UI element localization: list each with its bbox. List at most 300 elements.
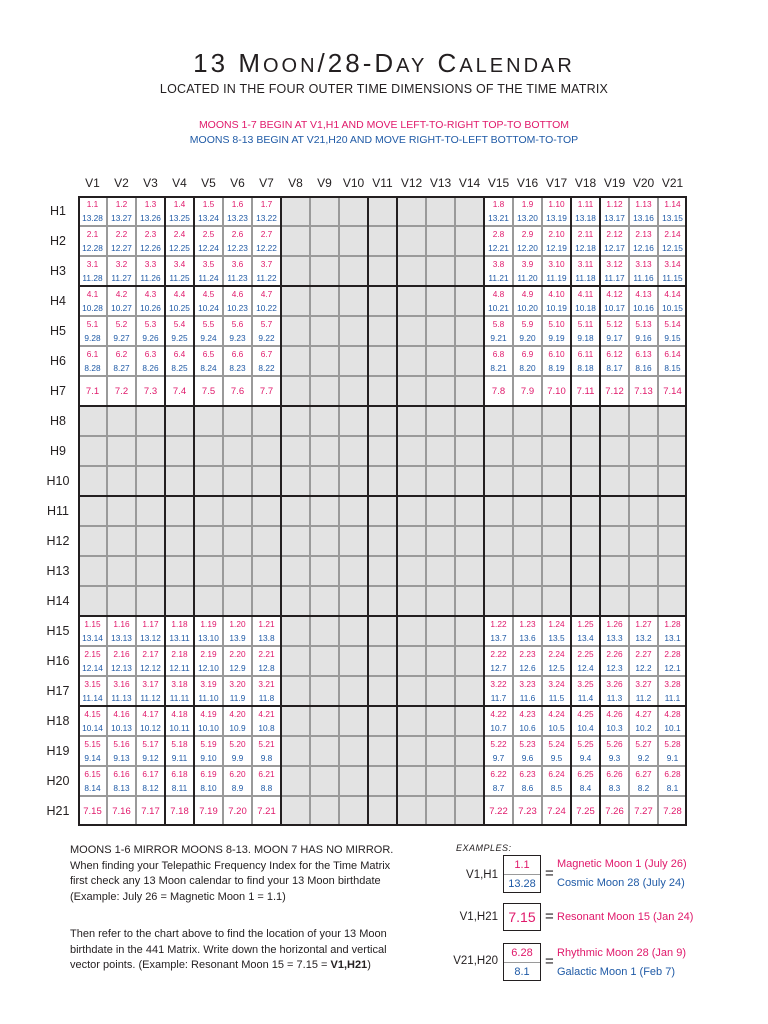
matrix-cell xyxy=(310,646,339,676)
cell-mirror-value: 8.16 xyxy=(635,363,652,373)
matrix-cell xyxy=(252,436,281,466)
cell-moon-value: 5.12 xyxy=(606,319,623,329)
matrix-cell xyxy=(484,376,513,406)
cell-moon-value: 1.13 xyxy=(635,199,652,209)
matrix-cell xyxy=(252,496,281,526)
matrix-cell xyxy=(194,706,223,736)
matrix-cell xyxy=(368,586,397,616)
cell-moon-value: 2.9 xyxy=(521,229,534,239)
matrix-cell xyxy=(600,796,629,826)
cell-mirror-value: 8.2 xyxy=(637,783,650,793)
example-3-text-blue: Galactic Moon 1 (Feb 7) xyxy=(557,966,675,978)
row-header: H5 xyxy=(50,324,66,338)
matrix-cell xyxy=(513,226,542,256)
row-header: H15 xyxy=(46,624,70,638)
cell-mirror-value: 8.28 xyxy=(84,363,101,373)
matrix-cell xyxy=(252,646,281,676)
matrix-cell xyxy=(165,406,194,436)
cell-moon-value: 6.10 xyxy=(548,349,565,359)
cell-mirror-value: 10.2 xyxy=(635,723,652,733)
cell-moon-value: 1.25 xyxy=(577,619,594,629)
matrix-cell xyxy=(368,766,397,796)
column-group-divider xyxy=(193,196,195,826)
matrix-cell xyxy=(165,616,194,646)
matrix-cell xyxy=(78,646,107,676)
cell-moon-value: 2.23 xyxy=(519,649,536,659)
matrix-cell xyxy=(339,766,368,796)
matrix-cell xyxy=(78,676,107,706)
cell-mirror-value: 9.3 xyxy=(608,753,621,763)
matrix-cell xyxy=(165,526,194,556)
matrix-cell xyxy=(658,796,687,826)
matrix-cell xyxy=(310,226,339,256)
cell-mirror-value: 9.13 xyxy=(113,753,130,763)
cell-mirror-value: 9.14 xyxy=(84,753,101,763)
cell-moon-value: 1.20 xyxy=(229,619,246,629)
matrix-cell xyxy=(281,256,310,286)
cell-moon-value: 7.8 xyxy=(491,386,506,397)
matrix-cell xyxy=(107,646,136,676)
matrix-cell xyxy=(397,196,426,226)
cell-moon-value: 5.9 xyxy=(521,319,534,329)
matrix-cell xyxy=(513,616,542,646)
matrix-cell xyxy=(223,226,252,256)
column-header: V19 xyxy=(603,176,626,190)
cell-mirror-value: 8.1 xyxy=(666,783,679,793)
matrix-cell xyxy=(397,466,426,496)
matrix-cell xyxy=(397,316,426,346)
matrix-cell xyxy=(542,196,571,226)
matrix-cell xyxy=(223,706,252,736)
matrix-cell xyxy=(252,526,281,556)
column-header: V6 xyxy=(230,176,245,190)
cell-moon-value: 4.15 xyxy=(84,709,101,719)
matrix-cell xyxy=(165,346,194,376)
cell-moon-value: 7.16 xyxy=(112,806,131,817)
matrix-cell xyxy=(165,196,194,226)
matrix-cell xyxy=(78,406,107,436)
matrix-cell xyxy=(136,196,165,226)
column-header: V9 xyxy=(317,176,332,190)
cell-mirror-value: 10.18 xyxy=(575,303,596,313)
cell-mirror-value: 8.17 xyxy=(606,363,623,373)
cell-mirror-value: 8.26 xyxy=(142,363,159,373)
cell-moon-value: 6.15 xyxy=(84,769,101,779)
matrix-cell xyxy=(571,436,600,466)
matrix-cell xyxy=(78,286,107,316)
matrix-cell xyxy=(484,526,513,556)
cell-mirror-value: 10.20 xyxy=(517,303,538,313)
cell-mirror-value: 10.19 xyxy=(546,303,567,313)
matrix-cell xyxy=(107,556,136,586)
cell-mirror-value: 12.2 xyxy=(635,663,652,673)
cell-mirror-value: 12.10 xyxy=(198,663,219,673)
cell-mirror-value: 11.6 xyxy=(519,693,536,703)
matrix-cell xyxy=(194,676,223,706)
cell-mirror-value: 12.21 xyxy=(488,243,509,253)
matrix-cell xyxy=(513,286,542,316)
matrix-cell xyxy=(165,796,194,826)
cell-mirror-value: 9.1 xyxy=(666,753,679,763)
matrix-cell xyxy=(513,796,542,826)
matrix-cell xyxy=(542,646,571,676)
matrix-cell xyxy=(629,556,658,586)
matrix-cell xyxy=(252,286,281,316)
cell-moon-value: 5.20 xyxy=(229,739,246,749)
cell-moon-value: 4.13 xyxy=(635,289,652,299)
example-1-top: 1.1 xyxy=(514,859,530,871)
matrix-cell xyxy=(223,616,252,646)
matrix-cell xyxy=(252,196,281,226)
cell-moon-value: 7.10 xyxy=(547,386,566,397)
cell-moon-value: 7.22 xyxy=(489,806,508,817)
matrix-cell xyxy=(78,466,107,496)
cell-mirror-value: 10.27 xyxy=(111,303,132,313)
matrix-cell xyxy=(484,346,513,376)
matrix-cell xyxy=(223,196,252,226)
note-line: vector points. (Example: Resonant Moon 15 = 7.15 = V1,H21) xyxy=(70,959,371,971)
matrix-cell xyxy=(571,676,600,706)
row-header: H12 xyxy=(46,534,70,548)
cell-moon-value: 3.28 xyxy=(664,679,681,689)
example-2-equals: = xyxy=(545,908,554,925)
cell-mirror-value: 13.23 xyxy=(227,213,248,223)
cell-moon-value: 3.3 xyxy=(144,259,157,269)
matrix-cell xyxy=(397,766,426,796)
matrix-cell xyxy=(136,706,165,736)
cell-moon-value: 1.12 xyxy=(606,199,623,209)
cell-mirror-value: 12.11 xyxy=(169,663,190,673)
matrix-cell xyxy=(165,586,194,616)
cell-moon-value: 4.28 xyxy=(664,709,681,719)
matrix-cell xyxy=(426,406,455,436)
cell-mirror-value: 9.25 xyxy=(171,333,188,343)
cell-mirror-value: 13.1 xyxy=(664,633,681,643)
matrix-cell xyxy=(368,316,397,346)
matrix-cell xyxy=(658,196,687,226)
cell-moon-value: 6.24 xyxy=(548,769,565,779)
cell-mirror-value: 9.11 xyxy=(171,753,188,763)
matrix-cell xyxy=(136,466,165,496)
row-header: H17 xyxy=(46,684,70,698)
cell-mirror-value: 11.4 xyxy=(577,693,594,703)
row-header: H2 xyxy=(50,234,66,248)
cell-moon-value: 2.16 xyxy=(113,649,130,659)
cell-moon-value: 5.25 xyxy=(577,739,594,749)
example-2-box xyxy=(503,903,541,931)
matrix-cell xyxy=(426,796,455,826)
cell-mirror-value: 13.14 xyxy=(82,633,103,643)
matrix-cell xyxy=(484,466,513,496)
cell-moon-value: 6.21 xyxy=(258,769,275,779)
matrix-cell xyxy=(339,616,368,646)
cell-moon-value: 2.26 xyxy=(606,649,623,659)
cell-moon-value: 7.15 xyxy=(83,806,102,817)
cell-mirror-value: 11.23 xyxy=(227,273,248,283)
matrix-cell xyxy=(658,226,687,256)
matrix-cell xyxy=(194,646,223,676)
matrix-cell xyxy=(629,706,658,736)
cell-moon-value: 6.4 xyxy=(173,349,186,359)
cell-moon-value: 6.17 xyxy=(142,769,159,779)
matrix-cell xyxy=(368,256,397,286)
matrix-cell xyxy=(600,256,629,286)
cell-mirror-value: 9.8 xyxy=(260,753,273,763)
matrix-cell xyxy=(194,436,223,466)
matrix-cell xyxy=(571,646,600,676)
cell-moon-value: 4.22 xyxy=(490,709,507,719)
matrix-cell xyxy=(426,346,455,376)
cell-moon-value: 7.19 xyxy=(199,806,218,817)
cell-mirror-value: 12.14 xyxy=(82,663,103,673)
column-header: V8 xyxy=(288,176,303,190)
cell-mirror-value: 13.15 xyxy=(662,213,683,223)
cell-mirror-value: 13.18 xyxy=(575,213,596,223)
cell-moon-value: 3.7 xyxy=(260,259,273,269)
matrix-cell xyxy=(600,286,629,316)
matrix-cell xyxy=(310,436,339,466)
matrix-cell xyxy=(252,256,281,286)
matrix-cell xyxy=(658,286,687,316)
cell-moon-value: 6.22 xyxy=(490,769,507,779)
matrix-cell xyxy=(281,736,310,766)
location-note xyxy=(70,927,440,974)
matrix-cell xyxy=(107,436,136,466)
row-header: H21 xyxy=(46,804,70,818)
matrix-cell xyxy=(281,376,310,406)
cell-moon-value: 7.14 xyxy=(663,386,682,397)
example-2-label: V1,H21 xyxy=(459,911,498,923)
matrix-cell xyxy=(542,676,571,706)
cell-mirror-value: 12.17 xyxy=(604,243,625,253)
matrix-cell xyxy=(78,706,107,736)
matrix-cell xyxy=(484,616,513,646)
matrix-cell xyxy=(397,586,426,616)
cell-moon-value: 5.27 xyxy=(635,739,652,749)
cell-moon-value: 1.1 xyxy=(86,199,99,209)
matrix-cell xyxy=(658,346,687,376)
cell-mirror-value: 11.9 xyxy=(229,693,246,703)
cell-mirror-value: 12.26 xyxy=(140,243,161,253)
matrix-cell xyxy=(484,736,513,766)
matrix-cell xyxy=(252,616,281,646)
matrix-cell xyxy=(542,526,571,556)
cell-moon-value: 2.6 xyxy=(231,229,244,239)
cell-mirror-value: 12.13 xyxy=(111,663,132,673)
cell-mirror-value: 13.5 xyxy=(548,633,565,643)
row-header: H14 xyxy=(46,594,70,608)
matrix-cell xyxy=(397,496,426,526)
matrix-cell xyxy=(107,406,136,436)
matrix-cell xyxy=(78,616,107,646)
matrix-cell xyxy=(571,616,600,646)
cell-mirror-value: 8.9 xyxy=(231,783,244,793)
matrix-cell xyxy=(484,436,513,466)
cell-mirror-value: 10.21 xyxy=(488,303,509,313)
cell-moon-value: 6.20 xyxy=(229,769,246,779)
cell-moon-value: 6.2 xyxy=(115,349,128,359)
cell-mirror-value: 13.24 xyxy=(198,213,219,223)
matrix-cell xyxy=(281,796,310,826)
cell-moon-value: 4.1 xyxy=(86,289,99,299)
matrix-cell xyxy=(426,646,455,676)
matrix-cell xyxy=(658,256,687,286)
matrix-cell xyxy=(165,316,194,346)
cell-mirror-value: 8.24 xyxy=(200,363,217,373)
matrix-cell xyxy=(513,466,542,496)
cell-moon-value: 6.18 xyxy=(171,769,188,779)
cell-moon-value: 4.16 xyxy=(113,709,130,719)
matrix-cell xyxy=(310,556,339,586)
cell-moon-value: 1.16 xyxy=(113,619,130,629)
cell-mirror-value: 11.12 xyxy=(140,693,161,703)
cell-mirror-value: 9.21 xyxy=(490,333,507,343)
cell-mirror-value: 10.4 xyxy=(577,723,594,733)
matrix-cell xyxy=(339,256,368,286)
cell-moon-value: 1.21 xyxy=(258,619,275,629)
matrix-cell xyxy=(542,376,571,406)
matrix-cell xyxy=(571,256,600,286)
row-header: H9 xyxy=(50,444,66,458)
cell-mirror-value: 12.22 xyxy=(256,243,277,253)
matrix-cell xyxy=(571,466,600,496)
matrix-cell xyxy=(513,256,542,286)
matrix-cell xyxy=(223,406,252,436)
cell-moon-value: 3.21 xyxy=(258,679,275,689)
matrix-cell xyxy=(426,526,455,556)
row-header: H19 xyxy=(46,744,70,758)
matrix-cell xyxy=(513,706,542,736)
cell-mirror-value: 9.20 xyxy=(519,333,536,343)
block-divider-horizontal xyxy=(78,405,687,407)
cell-moon-value: 3.5 xyxy=(202,259,215,269)
cell-moon-value: 6.16 xyxy=(113,769,130,779)
matrix-cell xyxy=(252,676,281,706)
cell-mirror-value: 13.12 xyxy=(140,633,161,643)
matrix-cell xyxy=(281,616,310,646)
cell-mirror-value: 9.9 xyxy=(231,753,244,763)
matrix-cell xyxy=(542,466,571,496)
cell-moon-value: 4.12 xyxy=(606,289,623,299)
cell-moon-value: 2.14 xyxy=(664,229,681,239)
matrix-cell xyxy=(542,226,571,256)
cell-mirror-value: 12.4 xyxy=(577,663,594,673)
row-header: H13 xyxy=(46,564,70,578)
matrix-cell xyxy=(542,436,571,466)
matrix-cell xyxy=(165,676,194,706)
matrix-cell xyxy=(600,376,629,406)
matrix-cell xyxy=(629,526,658,556)
matrix-cell xyxy=(136,496,165,526)
cell-moon-value: 1.6 xyxy=(231,199,244,209)
matrix-cell xyxy=(281,466,310,496)
cell-moon-value: 2.10 xyxy=(548,229,565,239)
matrix-cell xyxy=(339,646,368,676)
matrix-cell xyxy=(629,616,658,646)
cell-moon-value: 2.12 xyxy=(606,229,623,239)
cell-mirror-value: 12.20 xyxy=(517,243,538,253)
matrix-cell xyxy=(252,796,281,826)
cell-moon-value: 7.25 xyxy=(576,806,595,817)
row-header: H4 xyxy=(50,294,66,308)
column-header: V16 xyxy=(516,176,539,190)
cell-moon-value: 4.18 xyxy=(171,709,188,719)
matrix-cell xyxy=(484,646,513,676)
matrix-cell xyxy=(136,586,165,616)
matrix-cell xyxy=(281,196,310,226)
cell-moon-value: 2.8 xyxy=(492,229,505,239)
cell-mirror-value: 13.25 xyxy=(169,213,190,223)
cell-moon-value: 6.26 xyxy=(606,769,623,779)
matrix-cell xyxy=(281,766,310,796)
matrix-cell xyxy=(513,736,542,766)
matrix-cell xyxy=(136,376,165,406)
cell-moon-value: 1.23 xyxy=(519,619,536,629)
cell-moon-value: 1.10 xyxy=(548,199,565,209)
cell-moon-value: 1.18 xyxy=(171,619,188,629)
cell-mirror-value: 11.22 xyxy=(256,273,277,283)
cell-mirror-value: 9.16 xyxy=(635,333,652,343)
matrix-cell xyxy=(339,406,368,436)
cell-moon-value: 7.17 xyxy=(141,806,160,817)
matrix-cell xyxy=(339,526,368,556)
cell-moon-value: 1.27 xyxy=(635,619,652,629)
matrix-cell xyxy=(397,406,426,436)
matrix-cell xyxy=(310,496,339,526)
matrix-cell xyxy=(107,526,136,556)
matrix-cell xyxy=(107,196,136,226)
cell-moon-value: 1.28 xyxy=(664,619,681,629)
matrix-cell xyxy=(455,736,484,766)
cell-moon-value: 3.23 xyxy=(519,679,536,689)
matrix-cell xyxy=(310,256,339,286)
matrix-cell xyxy=(600,466,629,496)
cell-moon-value: 2.1 xyxy=(86,229,99,239)
cell-moon-value: 5.11 xyxy=(577,319,594,329)
matrix-cell xyxy=(542,706,571,736)
matrix-cell xyxy=(484,556,513,586)
page-subtitle: LOCATED IN THE FOUR OUTER TIME DIMENSIONS OF THE TIME MATRIX xyxy=(159,82,609,96)
cell-moon-value: 2.5 xyxy=(202,229,215,239)
row-group-divider xyxy=(78,285,687,287)
cell-mirror-value: 12.9 xyxy=(229,663,246,673)
cell-moon-value: 1.17 xyxy=(142,619,159,629)
matrix-cell xyxy=(165,706,194,736)
matrix-cell xyxy=(252,316,281,346)
matrix-cell xyxy=(455,766,484,796)
matrix-cell xyxy=(571,406,600,436)
cell-mirror-value: 13.11 xyxy=(169,633,190,643)
matrix-cell xyxy=(397,436,426,466)
cell-moon-value: 5.5 xyxy=(202,319,215,329)
matrix-cell xyxy=(78,796,107,826)
matrix-cell xyxy=(571,286,600,316)
matrix-cell xyxy=(136,406,165,436)
cell-moon-value: 6.6 xyxy=(231,349,244,359)
matrix-cell xyxy=(339,196,368,226)
cell-mirror-value: 11.8 xyxy=(258,693,275,703)
instruction-moons-1-7: MOONS 1-7 BEGIN AT V1,H1 AND MOVE LEFT-TO-RIGHT TOP-TO BOTTOM xyxy=(198,119,570,131)
matrix-cell xyxy=(194,226,223,256)
cell-mirror-value: 9.5 xyxy=(550,753,563,763)
row-header: H7 xyxy=(50,384,66,398)
cell-moon-value: 3.14 xyxy=(664,259,681,269)
cell-moon-value: 1.11 xyxy=(577,199,594,209)
cell-mirror-value: 10.15 xyxy=(662,303,683,313)
matrix-cell xyxy=(165,646,194,676)
cell-moon-value: 2.28 xyxy=(664,649,681,659)
page-title: 13 MOON/28-DAY CALENDAR xyxy=(193,48,575,78)
